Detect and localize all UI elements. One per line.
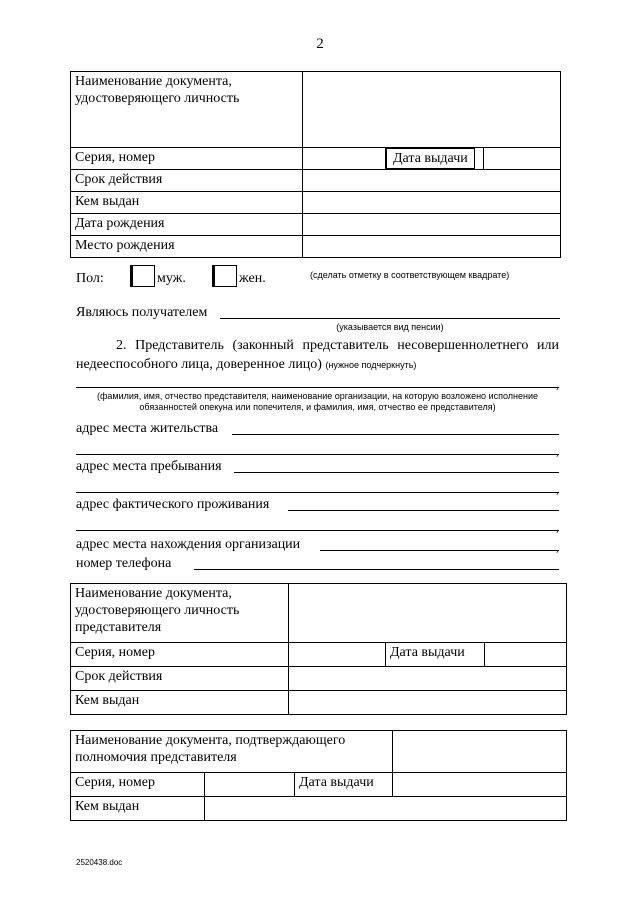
authority-series-value-cell[interactable] bbox=[205, 773, 295, 797]
series-value-cell[interactable] bbox=[303, 148, 386, 170]
doc-name-label: Наименование документа, удостоверяющего личность bbox=[71, 72, 303, 148]
sex-label: Пол: bbox=[76, 271, 104, 286]
identity-table bbox=[70, 71, 561, 258]
authority-table bbox=[70, 730, 567, 821]
authority-issue-date-label: Дата выдачи bbox=[295, 773, 393, 797]
series-label: Серия, номер bbox=[71, 148, 303, 170]
female-label: жен. bbox=[239, 271, 266, 286]
issue-date-label: Дата выдачи bbox=[386, 148, 484, 170]
rep-issue-date-label: Дата выдачи bbox=[386, 643, 485, 667]
authority-doc-name-value-cell[interactable] bbox=[393, 731, 567, 773]
female-checkbox[interactable] bbox=[212, 265, 237, 287]
issue-date-value-cell[interactable] bbox=[484, 148, 561, 170]
residence-input-line-2[interactable] bbox=[76, 454, 559, 455]
representative-heading: 2. Представитель (законный представитель несовершеннолетнего или недееспособного лица, доверенное лицо) (нужное подчеркнуть) bbox=[76, 338, 559, 372]
org-address-input-line[interactable] bbox=[320, 550, 559, 551]
sex-note: (сделать отметку в соответствующем квадрате) bbox=[310, 270, 510, 280]
authority-issue-date-value-cell[interactable] bbox=[393, 773, 567, 797]
representative-name-line[interactable] bbox=[76, 387, 559, 388]
rep-issued-by-label: Кем выдан bbox=[71, 691, 289, 715]
actual-label: адрес фактического проживания bbox=[76, 497, 270, 512]
rep-identity-table bbox=[70, 583, 567, 715]
phone-input-line[interactable] bbox=[194, 569, 559, 570]
validity-label: Срок действия bbox=[71, 170, 303, 192]
recipient-input-line[interactable] bbox=[220, 318, 560, 319]
birth-date-label: Дата рождения bbox=[71, 214, 303, 236]
male-label: муж. bbox=[157, 271, 186, 286]
stay-label: адрес места пребывания bbox=[76, 459, 222, 474]
rep-issued-by-value-cell[interactable] bbox=[289, 691, 567, 715]
male-checkbox[interactable] bbox=[130, 265, 155, 287]
org-address-label: адрес места нахождения организации bbox=[76, 537, 301, 552]
residence-label: адрес места жительства bbox=[76, 421, 219, 436]
representative-heading-note: (нужное подчеркнуть) bbox=[325, 360, 417, 370]
validity-value-cell[interactable] bbox=[303, 170, 561, 192]
birth-place-value-cell[interactable] bbox=[303, 236, 561, 258]
stay-input-line[interactable] bbox=[234, 472, 559, 473]
phone-label: номер телефона bbox=[76, 556, 172, 571]
rep-issue-date-value-cell[interactable] bbox=[485, 643, 567, 667]
footer-filename: 2520438.doc bbox=[76, 858, 123, 867]
issued-by-value-cell[interactable] bbox=[303, 192, 561, 214]
recipient-note: (указывается вид пенсии) bbox=[336, 322, 444, 332]
doc-name-value-cell[interactable] bbox=[303, 72, 561, 148]
page-number: 2 bbox=[316, 36, 324, 52]
rep-validity-label: Срок действия bbox=[71, 667, 289, 691]
authority-series-label: Серия, номер bbox=[71, 773, 205, 797]
actual-input-line-2[interactable] bbox=[76, 530, 559, 531]
representative-name-note: (фамилия, имя, отчество представителя, наименование организации, на которую возложено исполнение обязанностей опекуна или попечителя, и фамилия, имя, отчество ее представителя) bbox=[96, 391, 539, 412]
rep-validity-value-cell[interactable] bbox=[289, 667, 567, 691]
authority-issued-by-label: Кем выдан bbox=[71, 797, 205, 821]
actual-input-line[interactable] bbox=[288, 510, 559, 511]
birth-date-value-cell[interactable] bbox=[303, 214, 561, 236]
issued-by-label: Кем выдан bbox=[71, 192, 303, 214]
rep-doc-name-label: Наименование документа, удостоверяющего личность представителя bbox=[71, 584, 289, 643]
residence-input-line[interactable] bbox=[232, 434, 559, 435]
rep-series-value-cell[interactable] bbox=[289, 643, 386, 667]
recipient-label: Являюсь получателем bbox=[76, 305, 208, 320]
authority-doc-name-label: Наименование документа, подтверждающего полномочия представителя bbox=[71, 731, 393, 773]
rep-doc-name-value-cell[interactable] bbox=[289, 584, 567, 643]
authority-issued-by-value-cell[interactable] bbox=[205, 797, 567, 821]
stay-input-line-2[interactable] bbox=[76, 492, 559, 493]
rep-series-label: Серия, номер bbox=[71, 643, 289, 667]
birth-place-label: Место рождения bbox=[71, 236, 303, 258]
